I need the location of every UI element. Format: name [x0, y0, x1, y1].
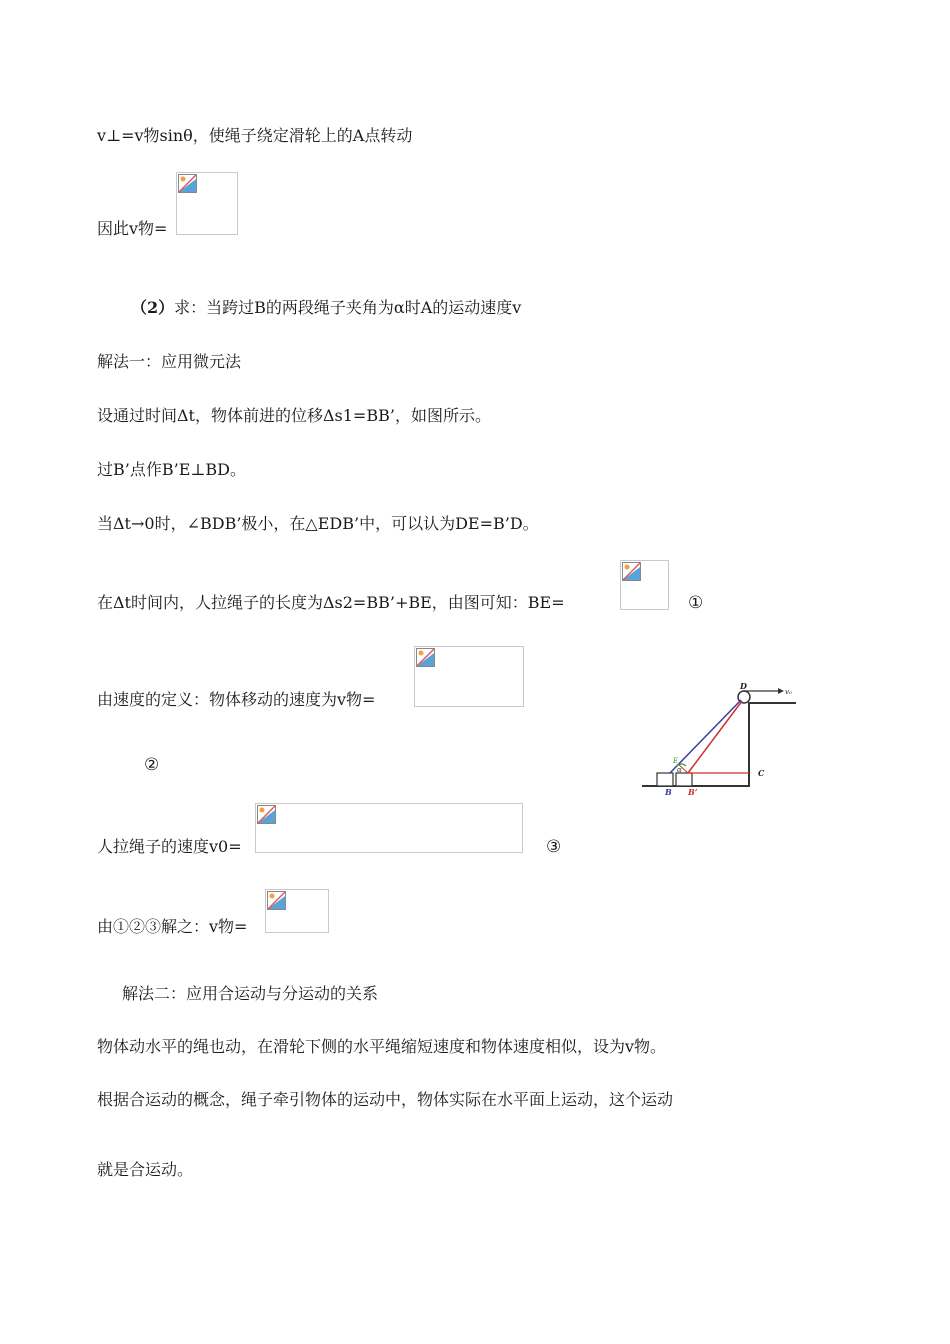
- broken-image-icon: [257, 805, 276, 824]
- text-line-8: 在Δt时间内，人拉绳子的长度为Δs2=BB’+BE，由图可知：BE=: [97, 593, 565, 612]
- label-E: E: [673, 757, 679, 765]
- text-line-13: 物体动水平的绳也动，在滑轮下侧的水平绳缩短速度和物体速度相似，设为v物。: [97, 1037, 667, 1056]
- formula-image-placeholder: [620, 560, 669, 610]
- text-line-3: [131, 298, 521, 318]
- formula-image-placeholder: [255, 803, 523, 853]
- text-line-10: 人拉绳子的速度v0=: [97, 837, 242, 856]
- label-C: C: [758, 768, 765, 778]
- formula-image-placeholder: [265, 889, 329, 933]
- box-B-prime: [676, 773, 692, 786]
- text-line-4: 解法一：应用微元法: [97, 352, 242, 371]
- text-line-12: 解法二：应用合运动与分运动的关系: [122, 984, 379, 1003]
- text-line-14: 根据合运动的概念，绳子牵引物体的运动中，物体实际在水平面上运动，这个运动: [97, 1090, 674, 1109]
- label-B-prime: B’: [688, 787, 698, 797]
- text-line-6: 过B’点作B’E⊥BD。: [97, 460, 247, 479]
- broken-image-icon: [267, 891, 286, 910]
- pulley-diagram: [638, 680, 803, 800]
- label-B: B: [665, 787, 672, 797]
- equation-marker-3: ③: [546, 837, 562, 857]
- equation-marker-2: ②: [144, 755, 160, 775]
- text-line-7: 当Δt→0时，∠BDB’极小，在△EDB’中，可以认为DE=B’D。: [97, 514, 539, 533]
- label-v0: v₀: [785, 688, 792, 696]
- label-D: D: [740, 681, 747, 691]
- question-text: 求：当跨过B的两段绳子夹角为α时A的运动速度v: [174, 298, 522, 317]
- text-line-1: v⊥=v物sinθ，使绳子绕定滑轮上的A点转动: [97, 126, 413, 145]
- box-B: [657, 773, 673, 786]
- rope-red-BpD: [688, 701, 742, 773]
- broken-image-icon: [178, 174, 197, 193]
- formula-image-placeholder: [176, 172, 238, 235]
- label-alpha: α: [677, 766, 682, 774]
- formula-image-placeholder: [414, 646, 524, 707]
- text-line-11: 由①②③解之：v物=: [97, 917, 248, 936]
- v0-arrowhead: [778, 688, 784, 694]
- broken-image-icon: [622, 562, 641, 581]
- text-line-9: 由速度的定义：物体移动的速度为v物=: [97, 690, 376, 709]
- text-line-5: 设通过时间Δt，物体前进的位移Δs1=BB’，如图所示。: [97, 406, 491, 425]
- text-line-2: 因此v物=: [97, 219, 168, 238]
- question-number: （2）: [131, 298, 175, 317]
- rope-blue-BD: [670, 700, 741, 773]
- equation-marker-1: ①: [688, 593, 704, 613]
- text-line-15: 就是合运动。: [97, 1160, 194, 1179]
- broken-image-icon: [416, 648, 435, 667]
